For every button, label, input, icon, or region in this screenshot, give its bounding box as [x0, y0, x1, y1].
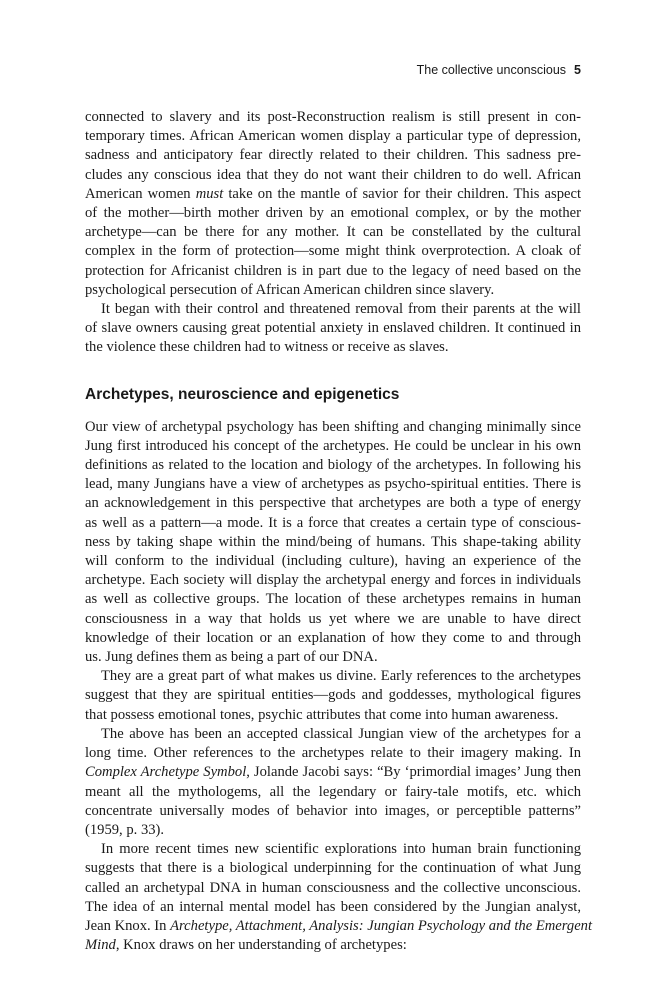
paragraph	[85, 418, 581, 668]
text-line: Our view of archetypal psychology has been shifting and changing minimally since	[85, 418, 581, 435]
text-line: concentrate universally modes of behavior into images, or perceptible patterns”	[85, 802, 581, 819]
text-line: archetype—can be there for any mother. It can be constellated by the cultural	[85, 224, 581, 241]
paragraph	[85, 840, 593, 955]
text-line: The idea of an internal mental model has been considered by the Jungian analyst,	[85, 898, 581, 915]
italic-title: must	[195, 185, 224, 202]
text-line: of slave owners causing great potential anxiety in enslaved children. It continued in	[85, 320, 581, 337]
text-line: psychological persecution of African American children since slavery.	[85, 281, 495, 298]
page-number: 5	[574, 63, 581, 77]
text-line: Mind, Knox draws on her understanding of archetypes:	[85, 937, 407, 954]
italic-title: Archetype, Attachment, Analysis: Jungian Psychology and the Emergent	[170, 917, 593, 934]
running-title: The collective unconscious	[416, 63, 567, 77]
text-line: that possess emotional tones, psychic attributes that come into human awareness.	[85, 706, 559, 723]
text-line: temporary times. African American women display a particular type of depression,	[85, 128, 581, 145]
text-line: will conform to the individual (including culture), having an experience of the	[85, 553, 581, 570]
text-line: protection for Africanist children is in part due to the legacy of need based on the	[85, 262, 581, 279]
text-line: ness by taking shape within the mind/being of humans. This shape-taking ability	[85, 533, 581, 550]
text-line: (1959, p. 33).	[85, 821, 165, 838]
text-line: In more recent times new scientific explorations into human brain functioning	[101, 841, 581, 858]
text-line: archetype. Each society will display the archetypal energy and forces in individuals	[85, 572, 581, 589]
text-line: called an archetypal DNA in human consciousness and the collective unconscious.	[85, 879, 581, 896]
section-heading: Archetypes, neuroscience and epigenetics	[85, 385, 400, 403]
text-line: the violence these children had to witness or receive as slaves.	[85, 339, 449, 356]
italic-title: Complex Archetype Symbol	[85, 764, 247, 781]
paragraph	[85, 300, 581, 358]
paragraph	[85, 725, 581, 840]
text-line: Jung first introduced his concept of the archetypes. He could be unclear in his own	[85, 437, 581, 454]
text-line: consciousness in a way that holds us yet where we are unable to have direct	[85, 610, 581, 627]
text-line: They are a great part of what makes us divine. Early references to the archetypes	[101, 668, 581, 685]
text-line: meant all the mythologems, all the legendary or fairy-tale motifs, etc. which	[85, 783, 581, 800]
text-line: sadness and anticipatory fear directly related to their children. This sadness pre-	[85, 147, 581, 164]
text-line: Jean Knox. In Archetype, Attachment, Analysis: Jungian Psychology and the Emergent	[85, 917, 593, 934]
italic-title: Mind	[85, 937, 116, 954]
text-line: knowledge of their location or an explanation of how they come to and through	[85, 629, 581, 646]
text-line: lead, many Jungians have a view of archetypes as psycho-spiritual entities. There is	[85, 476, 581, 493]
paragraph	[85, 667, 581, 725]
text-line: suggest that they are spiritual entities—gods and goddesses, mythological figures	[85, 687, 581, 704]
text-line: an acknowledgement in this perspective that archetypes are both a type of energy	[85, 495, 581, 512]
text-line: complex in the form of protection—some might think overprotection. A cloak of	[85, 243, 581, 260]
text-line: cludes any conscious idea that they do not want their children to do well. African	[85, 166, 581, 183]
text-line: suggests that there is a biological underpinning for the continuation of what Jung	[85, 860, 581, 877]
text-line: long time. Other references to the archetypes relate to their imagery making. In	[85, 745, 581, 762]
text-line: as well as collective groups. The location of these archetypes remains in human	[85, 591, 581, 608]
page-body	[85, 108, 593, 955]
text-line: as well as a pattern—a mode. It is a force that creates a certain type of conscious-	[85, 514, 581, 531]
running-head	[417, 63, 581, 77]
text-line: connected to slavery and its post-Reconstruction realism is still present in con-	[85, 109, 581, 125]
text-line: American women must take on the mantle of savior for their children. This aspect	[85, 185, 582, 202]
text-line: us. Jung defines them as being a part of our DNA.	[85, 649, 378, 666]
paragraph	[85, 108, 581, 300]
text-line: Complex Archetype Symbol, Jolande Jacobi says: “By ‘primordial images’ Jung then	[85, 764, 581, 781]
text-line: It began with their control and threatened removal from their parents at the will	[101, 301, 581, 318]
text-line: definitions as related to the location and biology of the archetypes. In following his	[85, 457, 581, 474]
text-line: of the mother—birth mother driven by an emotional complex, or by the mother	[85, 205, 581, 222]
text-line: The above has been an accepted classical Jungian view of the archetypes for a	[101, 725, 581, 742]
